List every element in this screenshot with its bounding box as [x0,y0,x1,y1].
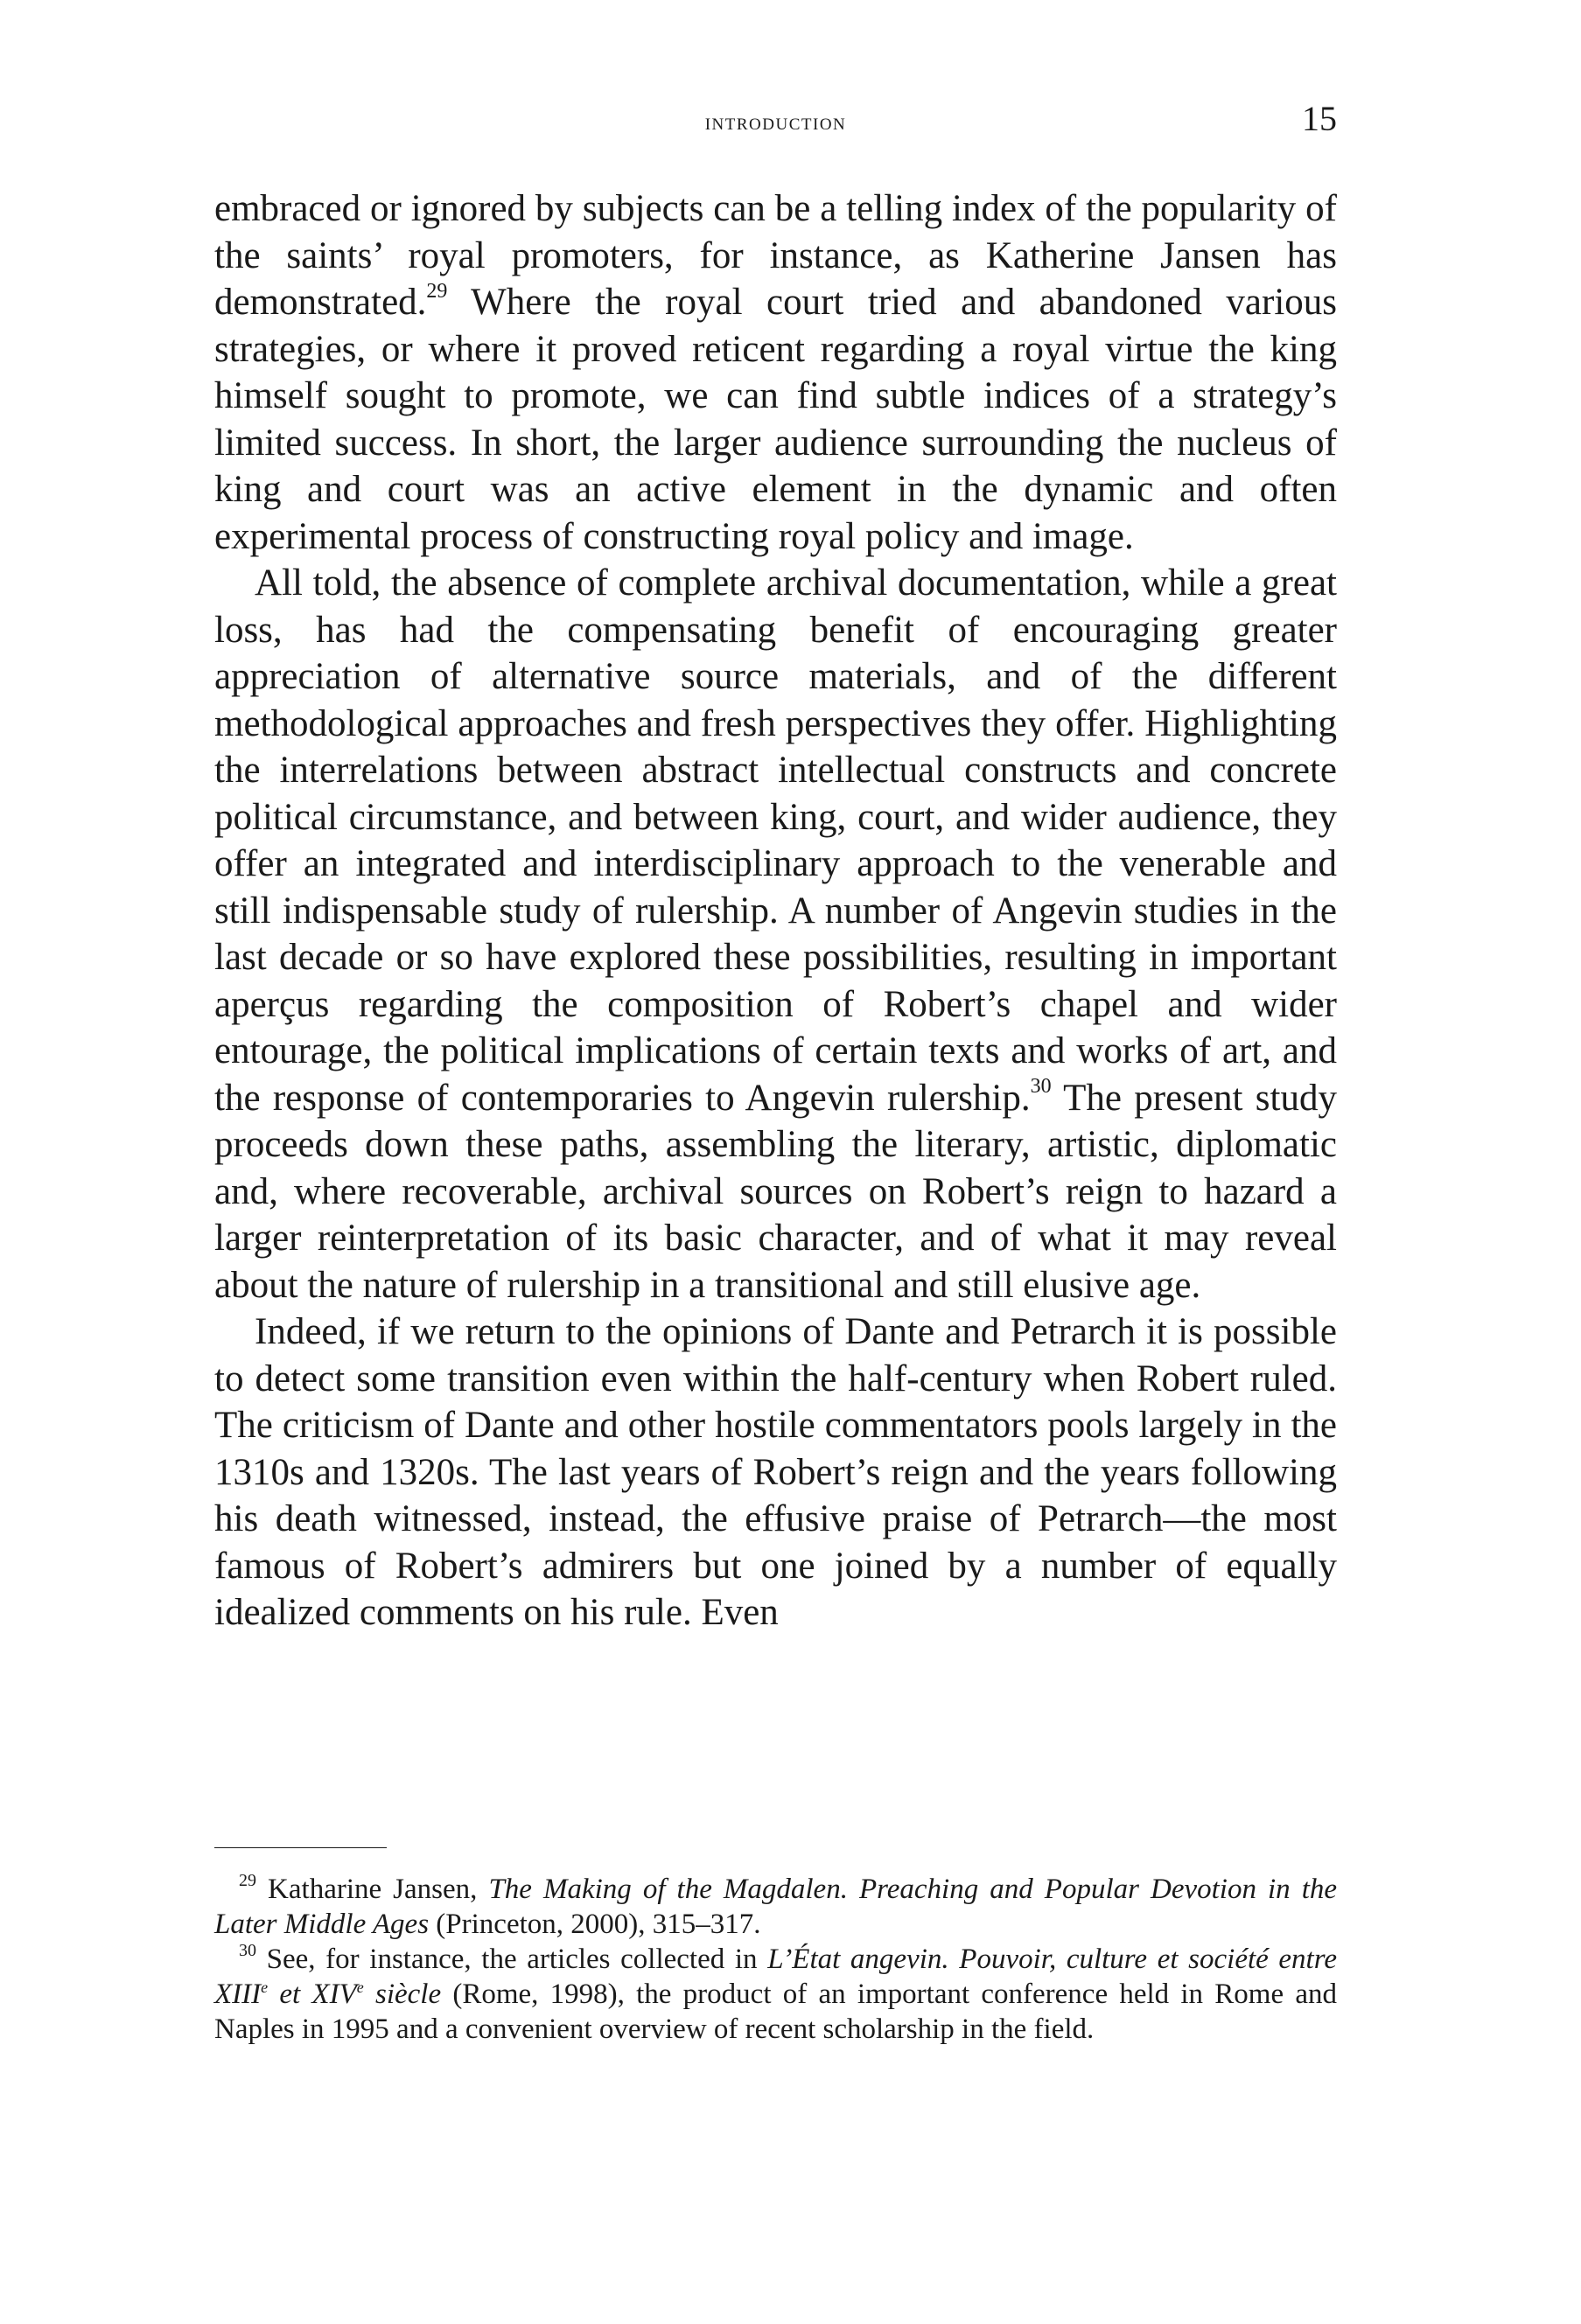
running-head-title: introduction [704,108,847,135]
footnote-30-title-part1: L’État angevin. Pouvoir, culture et société entre XIII [214,1944,1337,2010]
running-head [214,98,1337,150]
paragraph-3 [214,1309,1337,1637]
footnote-separator [214,1847,387,1848]
footnote-30-rest: (Rome, 1998), the product of an important conference held in Rome and Naples in 1995 and a convenient overview of recent scholarship in the field. [214,1979,1338,2045]
body-text [214,185,1337,1637]
paragraph-3-text: Indeed, if we return to the opinions of Dante and Petrarch it is possible to detect some transition even within the half-century when Robert ruled. The criticism of Dante and other hostile commentators pools largely in the 1310s and 1320s. The last years of Robert’s reign and the years following his death witnessed, instead, the effusive praise of Petrarch—the most famous of Robert’s admirers but one joined by a number of equally idealized comments on his rule. Even [214,1311,1337,1633]
footnote-29-author: Katharine Jansen, [268,1874,489,1905]
paragraph-2-text-a: All told, the absence of complete archival documentation, while a great loss, has had the compensating benefit of encouraging greater appreciation of alternative source materials, and of the different methodological approaches and fresh perspectives they offer. Highlighting the interrelations between abstract intellectual constructs and concrete political circumstance, and between king, court, and wider audience, they offer an integrated and interdisciplinary approach to the venerable and still indispensable study of rulership. A number of Angevin studies in the last decade or so have explored these possibilities, resulting in important aperçus regarding the composition of Robert’s chapel and wider entourage, the political implications of certain texts and works of art, and the response of contemporaries to Angevin rulership. [214,562,1337,1119]
paragraph-2-text-b: The present study proceeds down these paths, assembling the literary, artistic, diplomatic and, where recoverable, archival sources on Robert’s reign to hazard a larger reinterpretation of its basic character, and of what it may reveal about the nature of rulership in a transitional and still elusive age. [214,1077,1337,1306]
paragraph-1 [214,185,1337,560]
page-number: 15 [1302,99,1337,138]
paragraph-2 [214,560,1337,1309]
footnote-30-sup-2: e [356,1979,364,1996]
footnote-29 [214,1872,1337,1942]
footnote-30-title-part3: siècle [363,1979,442,2010]
footnote-30-title-part2: et XIV [268,1979,357,2010]
footnote-30-intro: See, for instance, the articles collected in [266,1944,768,1975]
footnote-30-sup-1: e [261,1979,269,1996]
footnote-30-number: 30 [239,1941,256,1960]
footnote-29-title: The Making of the Magdalen. Preaching and Popular Devotion in the Later Middle Ages [214,1874,1338,1940]
footnote-29-rest: (Princeton, 2000), 315–317. [429,1909,761,1940]
footnote-29-number: 29 [239,1871,256,1890]
footnote-ref-30: 30 [1030,1075,1052,1099]
footnote-30 [214,1942,1337,2047]
paragraph-1-text-b: Where the royal court tried and abandoned various strategies, or where it proved reticent regarding a royal virtue the king himself sought to promote, we can find subtle indices of a strategy’s limited success. In short, the larger audience surrounding the nucleus of king and court was an active element in the dynamic and often experimental process of constructing royal policy and image. [214,282,1337,557]
paragraph-1-text-a: embraced or ignored by subjects can be a telling index of the popularity of the saints’ royal promoters, for instance, as Katherine Jansen has demonstrated. [214,188,1337,323]
footnotes [214,1872,1337,2047]
footnote-ref-29: 29 [426,279,448,303]
